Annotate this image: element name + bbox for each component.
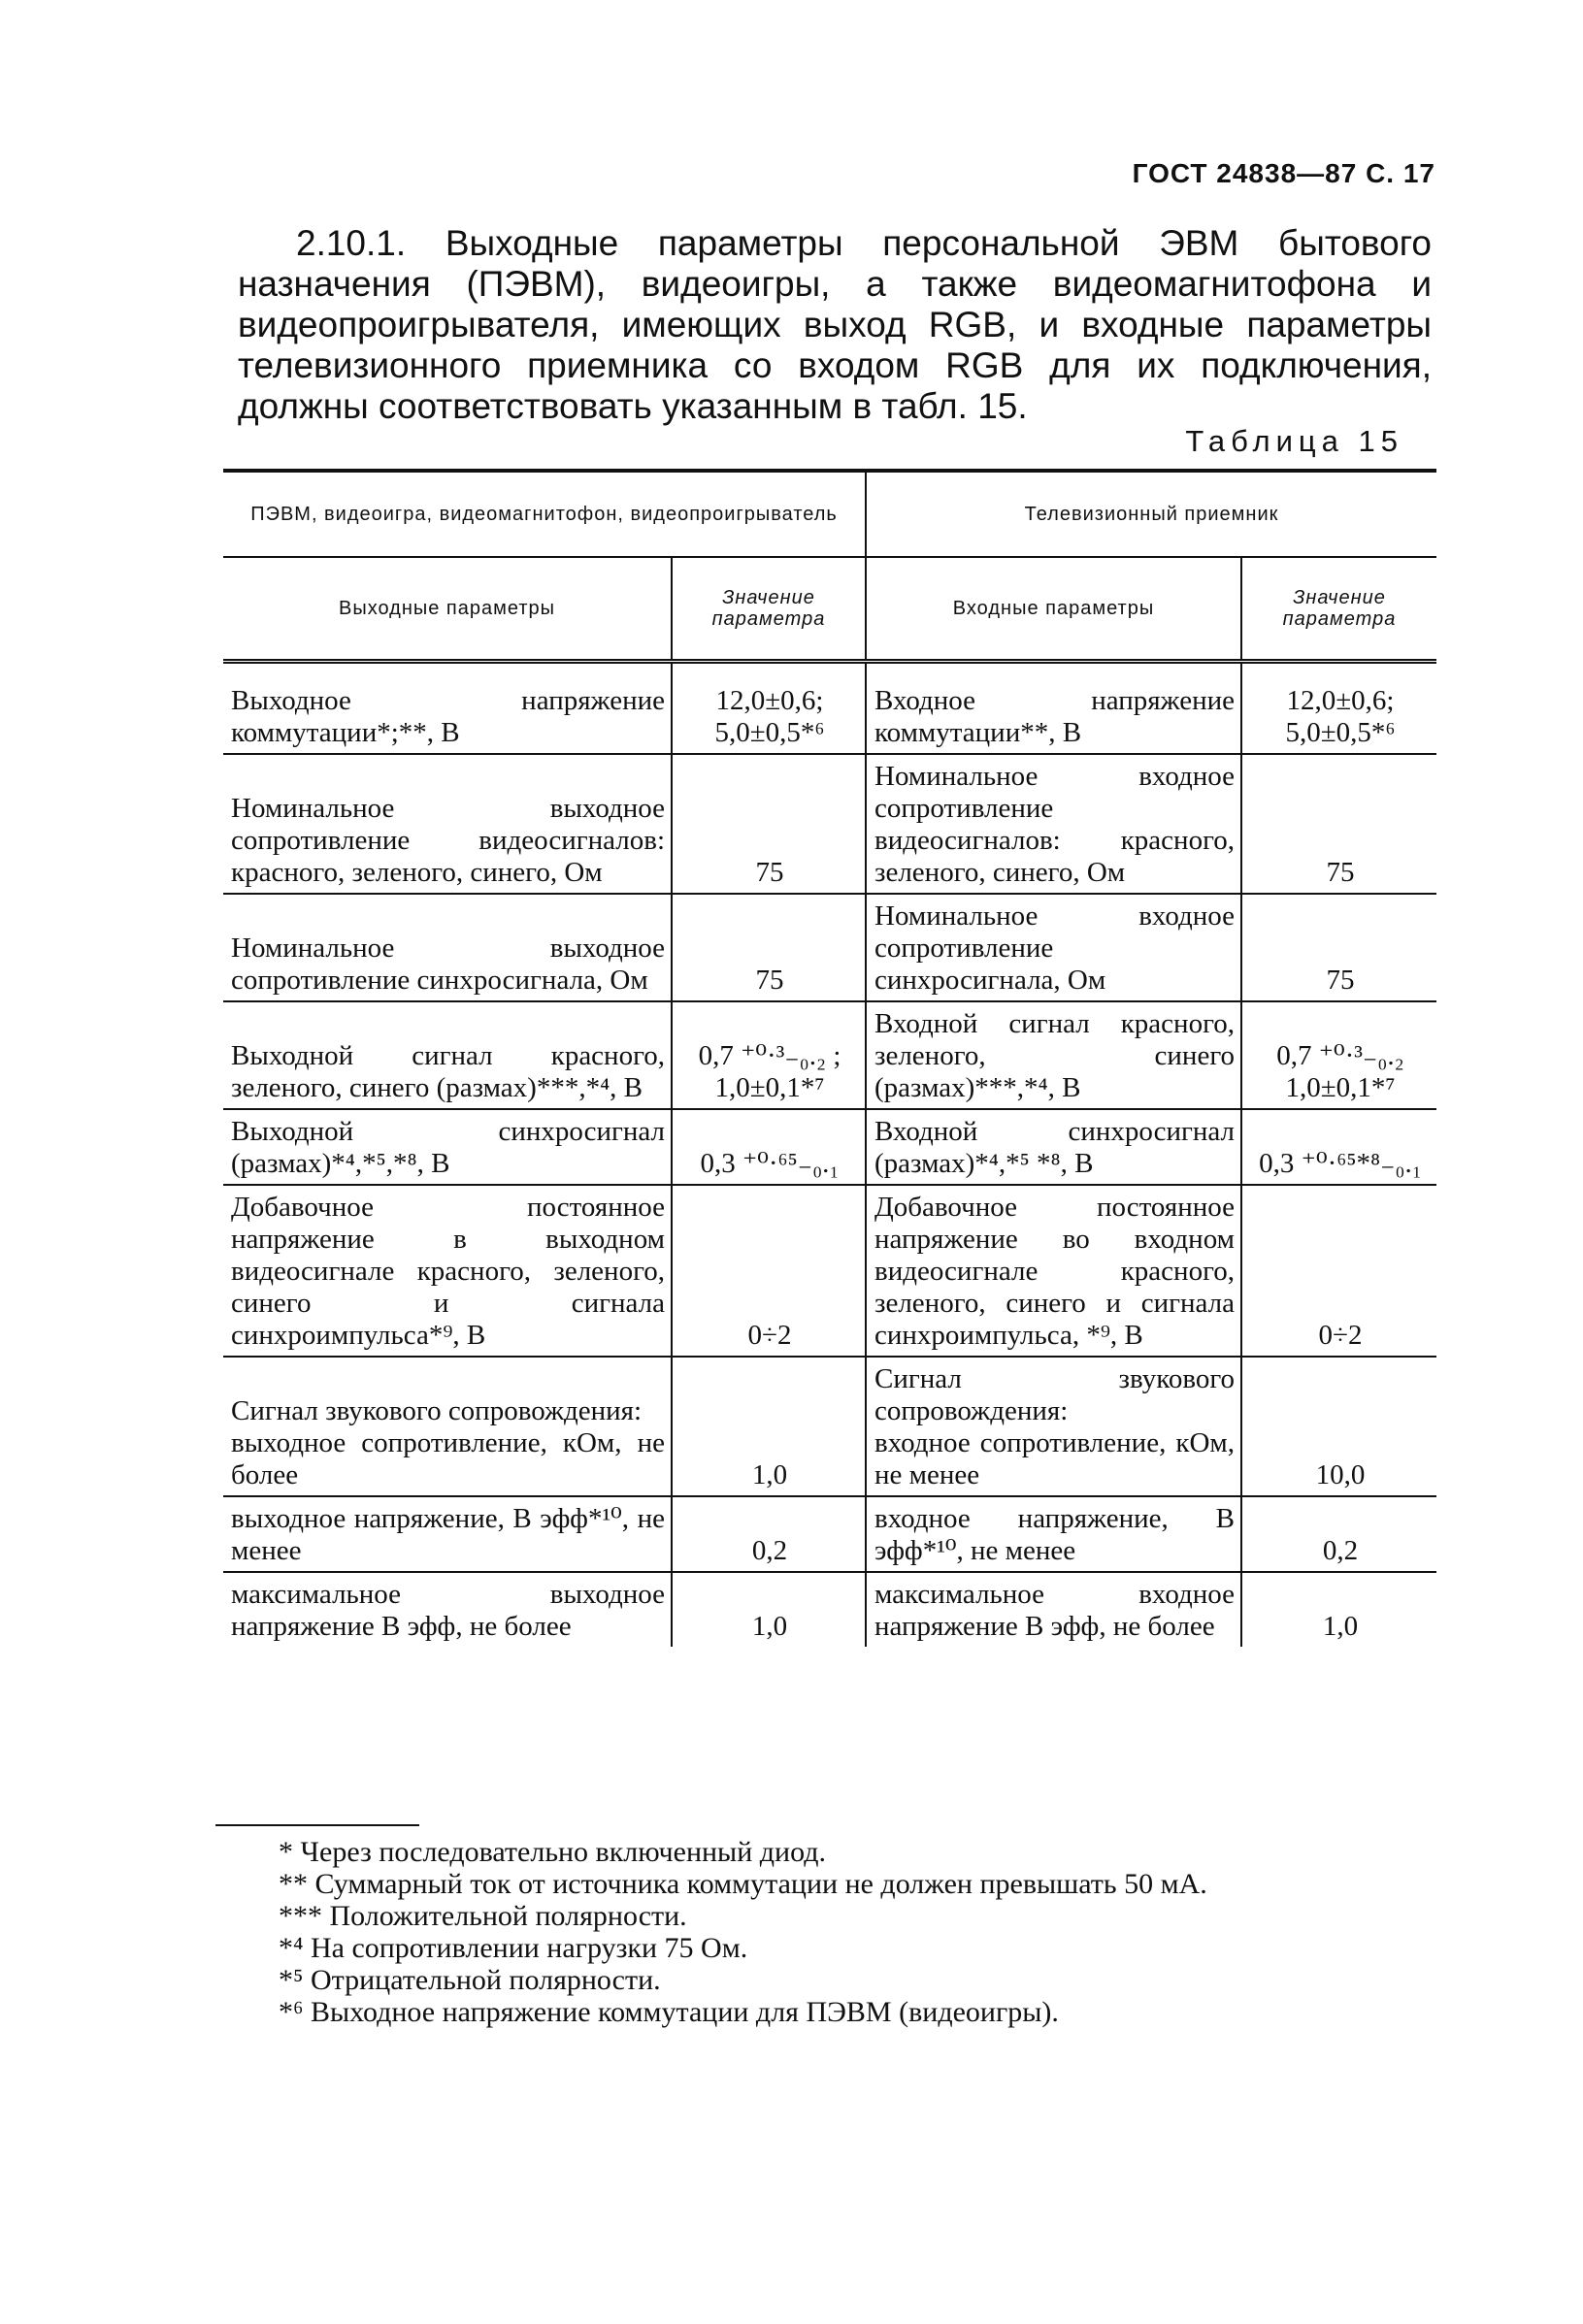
table-row <box>223 1185 1436 1357</box>
intro-paragraph <box>238 223 1432 427</box>
input-value-cell: 10,0 <box>1241 1357 1436 1496</box>
output-value-cell: 1,0 <box>672 1357 866 1496</box>
output-value-cell: 0,2 <box>672 1496 866 1572</box>
table-row <box>223 1572 1436 1647</box>
column-header-input-value: Значение параметра <box>1241 557 1436 662</box>
output-param-cell: Сигнал звукового сопровождения: выходное сопротивление, кОм, не более <box>223 1357 672 1496</box>
group-header-source-devices: ПЭВМ, видеоигра, видеомагнитофон, видеопроигрыватель <box>223 471 866 557</box>
footnote: *** Положительной полярности. <box>279 1900 687 1932</box>
output-param-cell: Номинальное выходное сопротивление синхросигнала, Ом <box>223 894 672 1001</box>
table-caption: Таблица 15 <box>1185 424 1403 458</box>
column-header-input-params: Входные параметры <box>866 557 1241 662</box>
table-row <box>223 1357 1436 1496</box>
column-header-output-value: Значение параметра <box>672 557 866 662</box>
output-param-cell: Выходное напряжение коммутации*;**, В <box>223 662 672 755</box>
output-param-cell: Добавочное постоянное напряжение в выходном видеосигнале красного, зеленого, синего и сигнала синхроимпульса*⁹, В <box>223 1185 672 1357</box>
group-header-tv-receiver: Телевизионный приемник <box>866 471 1436 557</box>
table-row <box>223 1496 1436 1572</box>
input-param-cell: Сигнал звукового сопровождения: входное сопротивление, кОм, не менее <box>866 1357 1241 1496</box>
page-header-reference: ГОСТ 24838—87 С. 17 <box>1132 158 1435 188</box>
output-param-cell: максимальное выходное напряжение В эфф, не более <box>223 1572 672 1647</box>
parameters-table <box>223 469 1436 1647</box>
column-header-output-params: Выходные параметры <box>223 557 672 662</box>
input-param-cell: Номинальное входное сопротивление синхросигнала, Ом <box>866 894 1241 1001</box>
output-param-cell: Выходной сигнал красного, зеленого, синего (размах)***,*⁴, В <box>223 1001 672 1109</box>
input-param-cell: Входное напряжение коммутации**, В <box>866 662 1241 755</box>
footnote: *⁴ На сопротивлении нагрузки 75 Ом. <box>279 1932 748 1964</box>
input-value-cell: 0,7 ⁺⁰·³₋₀.₂ 1,0±0,1*⁷ <box>1241 1001 1436 1109</box>
table-group-header-row <box>223 471 1436 557</box>
footnote: *⁵ Отрицательной полярности. <box>279 1964 661 1996</box>
table-column-header-row <box>223 557 1436 662</box>
table-row <box>223 662 1436 755</box>
intro-text: 2.10.1. Выходные параметры персональной ЭВМ бытового назначения (ПЭВМ), видеоигры, а также видеомагнитофона и видеопроигрывателя, имеющих выход RGB, и входные параметры телевизионного приемника со входом RGB для их подключения, должны соответствовать указанным в табл. 15. <box>238 223 1432 426</box>
input-value-cell: 0÷2 <box>1241 1185 1436 1357</box>
input-param-cell: максимальное входное напряжение В эфф, не более <box>866 1572 1241 1647</box>
output-param-cell: Выходной синхросигнал (размах)*⁴,*⁵,*⁸, В <box>223 1109 672 1185</box>
footnote: ** Суммарный ток от источника коммутации не должен превышать 50 мА. <box>279 1868 1207 1900</box>
output-param-cell: Номинальное выходное сопротивление видеосигналов: красного, зеленого, синего, Ом <box>223 754 672 894</box>
table-row <box>223 894 1436 1001</box>
footnotes <box>215 1824 1429 2028</box>
input-param-cell: Входной синхросигнал (размах)*⁴,*⁵ *⁸, В <box>866 1109 1241 1185</box>
output-param-cell: выходное напряжение, В эфф*¹⁰, не менее <box>223 1496 672 1572</box>
footnote: * Через последовательно включенный диод. <box>279 1836 826 1868</box>
input-param-cell: Добавочное постоянное напряжение во входном видеосигнале красного, зеленого, синего и сигнала синхроимпульса, *⁹, В <box>866 1185 1241 1357</box>
input-value-cell: 0,2 <box>1241 1496 1436 1572</box>
input-param-cell: Номинальное входное сопротивление видеосигналов: красного, зеленого, синего, Ом <box>866 754 1241 894</box>
footnote-divider <box>215 1824 419 1826</box>
output-value-cell: 1,0 <box>672 1572 866 1647</box>
output-value-cell: 0,7 ⁺⁰·³₋₀.₂ ; 1,0±0,1*⁷ <box>672 1001 866 1109</box>
input-value-cell: 1,0 <box>1322 1611 1359 1642</box>
output-value-cell: 0÷2 <box>672 1185 866 1357</box>
input-value-cell: 75 <box>1241 894 1436 1001</box>
output-value-cell: 12,0±0,6; 5,0±0,5*⁶ <box>672 662 866 755</box>
table-row <box>223 1109 1436 1185</box>
input-value-cell: 12,0±0,6; 5,0±0,5*⁶ <box>1241 662 1436 755</box>
output-value-cell: 75 <box>672 754 866 894</box>
input-value-cell: 75 <box>1241 754 1436 894</box>
output-value-cell: 75 <box>672 894 866 1001</box>
table-row <box>223 754 1436 894</box>
table-row <box>223 1001 1436 1109</box>
input-param-cell: Входной сигнал красного, зеленого, синего (размах)***,*⁴, В <box>866 1001 1241 1109</box>
output-value-cell: 0,3 ⁺⁰·⁶⁵₋₀.₁ <box>672 1109 866 1185</box>
input-value-cell: 0,3 ⁺⁰·⁶⁵*⁸₋₀.₁ <box>1241 1109 1436 1185</box>
input-param-cell: входное напряжение, В эфф*¹⁰, не менее <box>866 1496 1241 1572</box>
footnote: *⁶ Выходное напряжение коммутации для ПЭВМ (видеоигры). <box>279 1996 1059 2028</box>
